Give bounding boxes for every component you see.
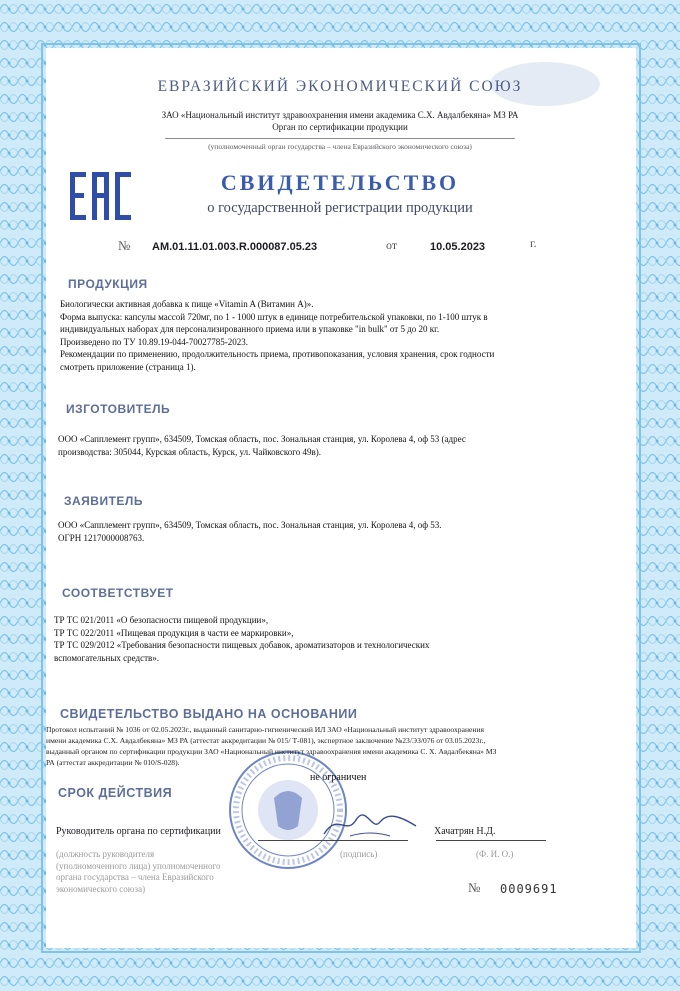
- product-recommend-2: смотреть приложение (страница 1).: [60, 361, 196, 372]
- validity-heading: СРОК ДЕЙСТВИЯ: [58, 786, 173, 800]
- basis-heading: СВИДЕТЕЛЬСТВО ВЫДАНО НА ОСНОВАНИИ: [60, 707, 358, 721]
- year-suffix: г.: [530, 236, 537, 250]
- conformity-line-2: ТР ТС 022/2011 «Пищевая продукция в части ее маркировки»,: [54, 627, 294, 638]
- basis-line-2: имени академика С.Х. Авдалбекяна» МЗ РА (аттестат аккредитации № 015/ Т-081), экспертное заключение №23/ЭЗ/076 от 03.05.2023г.,: [46, 736, 486, 745]
- applicant-line-1: ООО «Сапплемент групп», 634509, Томская область, пос. Зональная станция, ул. Королева 4, оф 53.: [58, 520, 442, 530]
- basis-section: [46, 724, 636, 768]
- manufacturer-line-1: ООО «Сапплемент групп», 634509, Томская область, пос. Зональная станция, ул. Королева 4, оф 53 (адрес: [58, 434, 466, 444]
- basis-line-4: РА (аттестат аккредитации № 010/S-028).: [46, 758, 180, 767]
- product-section: [60, 298, 600, 373]
- caption-line-4: экономического союза): [56, 883, 146, 894]
- basis-line-3: выданный органом по сертификации продукции ЗАО «Национальный институт здравоохранения имени академика С. Х. Авдалбекяна» МЗ: [46, 747, 497, 756]
- validity-value: не ограничен: [310, 772, 367, 783]
- product-produced: Произведено по ТУ 10.89.19-044-70027785-2023.: [60, 336, 249, 347]
- caption-line-2: (уполномоченного лица) уполномоченного: [56, 860, 221, 871]
- manufacturer-line-2: производства: 305044, Курская область, Курск, ул. Чайковского 49в).: [58, 446, 321, 457]
- union-title: ЕВРАЗИЙСКИЙ ЭКОНОМИЧЕСКИЙ СОЮЗ: [157, 78, 523, 95]
- divider: [165, 138, 515, 139]
- product-form-2: индивидуальных наборах для персонализированного приема или в упаковке "in bulk" от 5 до 20 кг.: [60, 324, 440, 334]
- basis-line-1: Протокол испытаний № 1036 от 02.05.2023г., выданный санитарно-гигиенический ИЛ ЗАО «Национальный институт здравоохранения: [46, 725, 485, 734]
- serial-symbol: №: [468, 880, 481, 895]
- date-from-label: от: [386, 238, 398, 252]
- conformity-heading: СООТВЕТСТВУЕТ: [62, 586, 174, 600]
- applicant-section: [58, 519, 598, 544]
- signatory-role: Руководитель органа по сертификации: [56, 826, 221, 837]
- issuing-body-note: (уполномоченный орган государства – члена Евразийского экономического союза): [208, 142, 472, 151]
- applicant-line-2: ОГРН 1217000008763.: [58, 532, 145, 543]
- signature-caption: (подпись): [340, 849, 378, 859]
- conformity-line-3: ТР ТС 029/2012 «Требования безопасности пищевых добавок, ароматизаторов и технологических: [54, 640, 430, 650]
- signatory-name: Хачатрян Н.Д.: [434, 826, 496, 837]
- issuing-body: [0, 109, 680, 133]
- product-name: Биологически активная добавка к пище «Vitamin A (Витамин А)».: [60, 299, 314, 309]
- conformity-line-1: ТР ТС 021/2011 «О безопасности пищевой продукции»,: [54, 615, 269, 625]
- manufacturer-heading: ИЗГОТОВИТЕЛЬ: [66, 402, 171, 416]
- applicant-heading: ЗАЯВИТЕЛЬ: [64, 494, 143, 508]
- eac-logo: [70, 172, 132, 220]
- handwritten-signature: [320, 806, 420, 842]
- name-line: [436, 840, 546, 841]
- issuing-body-role: Орган по сертификации продукции: [272, 122, 408, 132]
- certificate-subtitle: о государственной регистрации продукции: [207, 200, 473, 216]
- product-form-1: Форма выпуска: капсулы массой 720мг, по 1 - 1000 штук в единице потребительской упаковки, по 1-100 штук в: [60, 311, 488, 322]
- certificate-date: 10.05.2023: [430, 241, 486, 253]
- conformity-section: [54, 614, 594, 664]
- certificate-title: СВИДЕТЕЛЬСТВО: [220, 170, 460, 195]
- issuing-body-name: ЗАО «Национальный институт здравоохранения имени академика С.Х. Авдалбекяна» МЗ РА: [161, 110, 519, 120]
- product-heading: ПРОДУКЦИЯ: [68, 277, 148, 291]
- caption-line-1: (должность руководителя: [56, 849, 155, 859]
- conformity-line-4: вспомогательных средств».: [54, 652, 159, 663]
- manufacturer-section: [58, 433, 598, 458]
- signatory-caption: [56, 849, 276, 895]
- product-recommend-1: Рекомендации по применению, продолжительность приема, противопоказания, условия хранения, срок годности: [60, 349, 495, 359]
- serial-number: 0009691: [500, 882, 558, 896]
- caption-line-3: органа государства – члена Евразийского: [56, 872, 214, 882]
- number-symbol: №: [118, 238, 131, 253]
- name-caption: (Ф. И. О.): [476, 849, 514, 859]
- certificate-number: AM.01.11.01.003.R.000087.05.23: [152, 241, 318, 253]
